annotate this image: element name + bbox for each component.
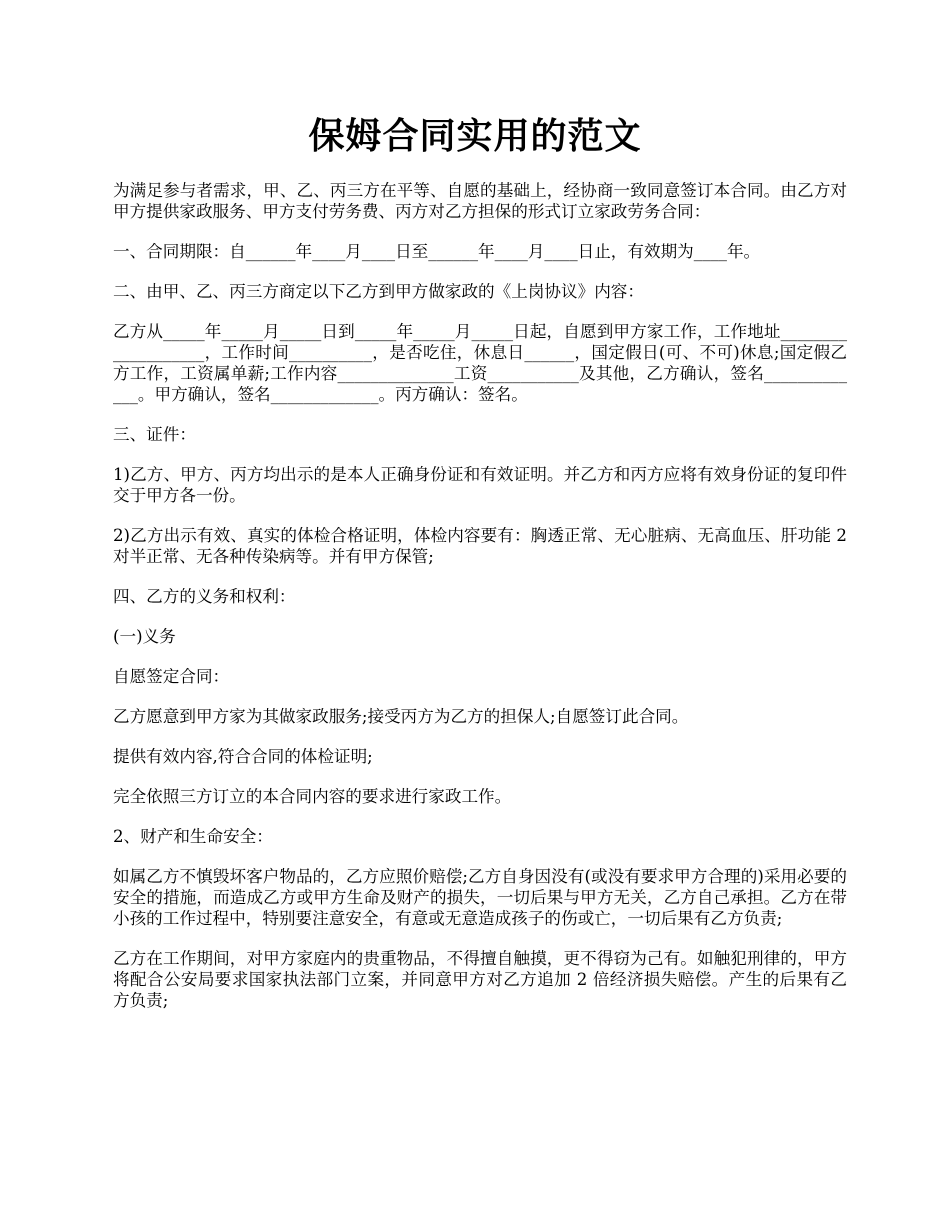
paragraph-follow-contract: 完全依照三方订立的本合同内容的要求进行家政工作。 bbox=[113, 787, 512, 806]
paragraph-valid-certificate: 提供有效内容,符合合同的体检证明; bbox=[113, 747, 373, 766]
paragraph-contract-term: 一、合同期限：自______年____月____日至______年____月____日止，有效期为____年。 bbox=[113, 242, 761, 261]
section-heading-property-safety: 2、财产和生命安全： bbox=[113, 827, 273, 846]
paragraph-damage-liability: 如属乙方不慎毁坏客户物品的，乙方应照价赔偿;乙方自身因没有(或没有要求甲方合理的)采用必要的安全的措施，而造成乙方或甲方生命及财产的损失，一切后果与甲方无关，乙方自己承担。乙方在带小孩的工作过程中，特别要注意安全，有意或无意造成孩子的伤或亡，一切后果有乙方负责; bbox=[113, 867, 847, 928]
document-title: 保姆合同实用的范文 bbox=[308, 115, 642, 157]
document-body bbox=[113, 180, 847, 1030]
section-heading-documents: 三、证件： bbox=[113, 425, 196, 444]
section-heading-obligations-rights: 四、乙方的义务和权利： bbox=[113, 587, 296, 606]
paragraph-valuables: 乙方在工作期间，对甲方家庭内的贵重物品，不得擅自触摸，更不得窃为己有。如触犯刑律的，甲方将配合公安局要求国家执法部门立案，并同意甲方对乙方追加 2 倍经济损失赔偿。产生的后果有乙方负责; bbox=[113, 949, 847, 1010]
paragraph-preamble: 为满足参与者需求，甲、乙、丙三方在平等、自愿的基础上，经协商一致同意签订本合同。由乙方对甲方提供家政服务、甲方支付劳务费、丙方对乙方担保的形式订立家政劳务合同： bbox=[113, 181, 847, 221]
paragraph-agreement-heading: 二、由甲、乙、丙三方商定以下乙方到甲方做家政的《上岗协议》内容： bbox=[113, 282, 644, 301]
paragraph-health-certificate: 2)乙方出示有效、真实的体检合格证明，体检内容要有：胸透正常、无心脏病、无高血压、肝功能 2 对半正常、无各种传染病等。并有甲方保管; bbox=[113, 526, 847, 566]
paragraph-id-documents: 1)乙方、甲方、丙方均出示的是本人正确身份证和有效证明。并乙方和丙方应将有效身份证的复印件交于甲方各一份。 bbox=[113, 465, 847, 505]
subsection-heading-obligations: (一)义务 bbox=[113, 627, 176, 646]
paragraph-voluntary-signing: 自愿签定合同： bbox=[113, 667, 230, 686]
paragraph-willingness: 乙方愿意到甲方家为其做家政服务;接受丙方为乙方的担保人;自愿签订此合同。 bbox=[113, 707, 689, 726]
paragraph-work-details: 乙方从_____年_____月_____日到_____年_____月_____日起，自愿到甲方家工作，工作地址___________________，工作时间__________，是否吃住，休息日______，国定假日(可、不可)休息;国定假乙方工作，工资属单薪;工作内容______________工资___________及其他，乙方确认，签名_____________。甲方确认，签名_____________。丙方确认：签名。 bbox=[113, 322, 847, 404]
